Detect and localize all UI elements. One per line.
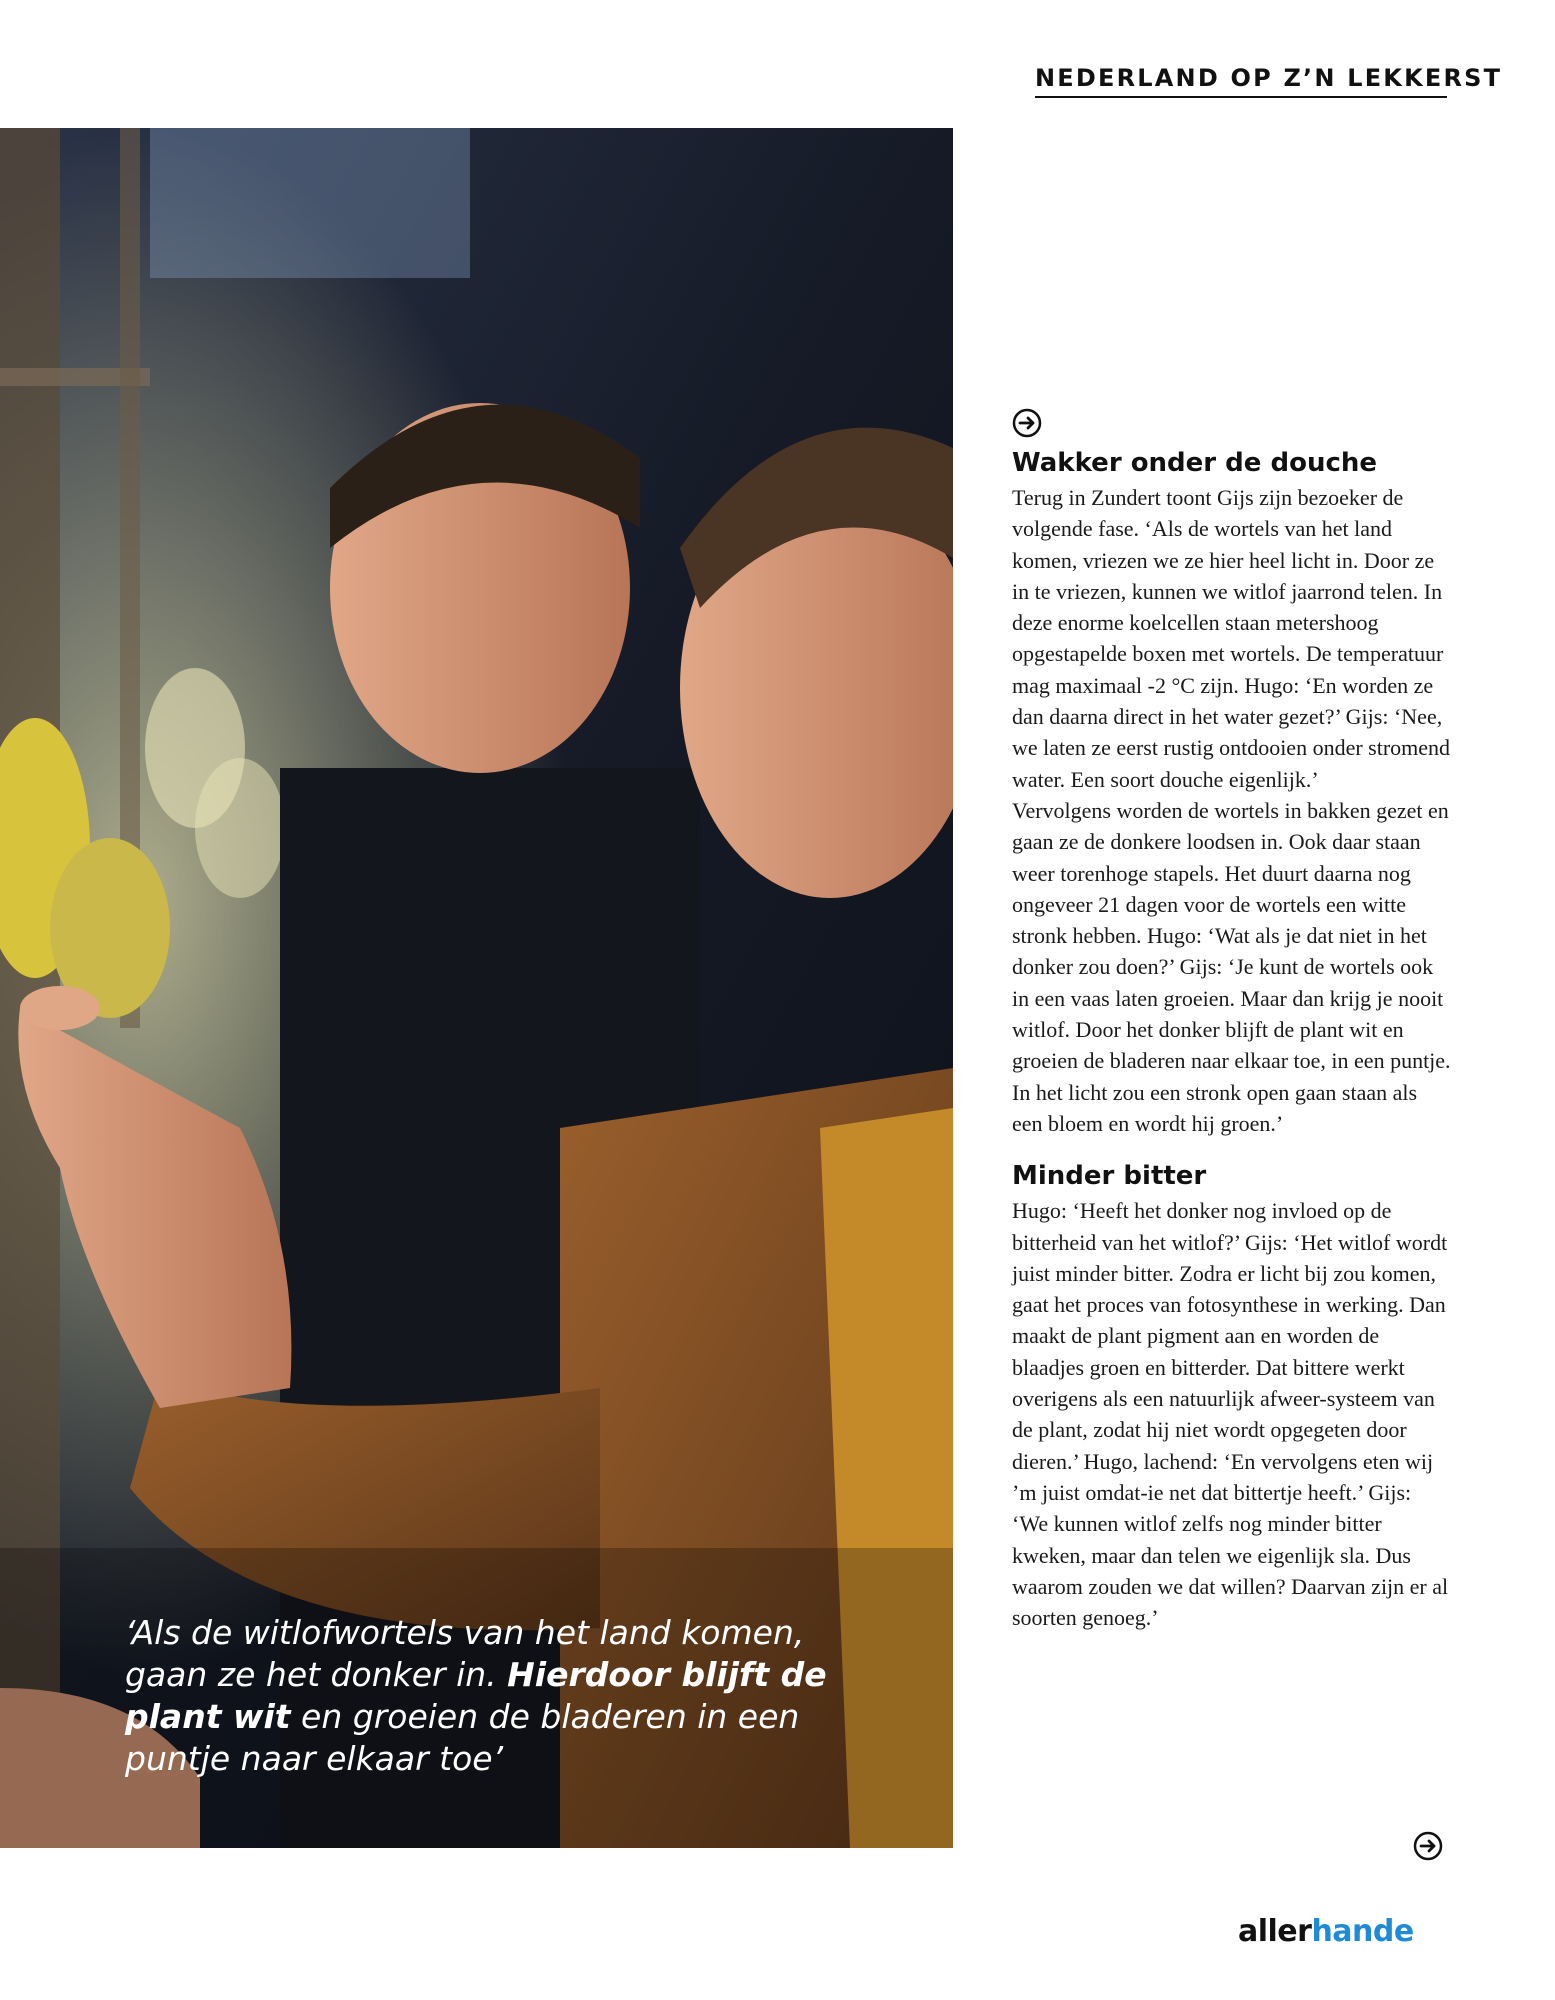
pull-quote-bold: Hierdoor blijft de plant wit: [125, 1655, 827, 1736]
article-photo: [0, 128, 953, 1848]
arrow-right-circle-icon: [1413, 1831, 1443, 1861]
pull-quote-part2: en groeien de bladeren in een puntje naar elkaar toe’: [125, 1697, 800, 1778]
pull-quote: [125, 1612, 885, 1780]
brand-logo: [1238, 1914, 1414, 1949]
section-header: NEDERLAND OP Z’N LEKKERST: [1035, 64, 1447, 98]
photo-illustration: [0, 128, 953, 1848]
section-heading-douche: Wakker onder de douche: [1012, 448, 1378, 478]
brand-logo-part2: hande: [1311, 1914, 1414, 1949]
paragraph: Terug in Zundert toont Gijs zijn bezoeker de volgende fase. ‘Als de wortels van het land komen, vriezen we ze hier heel licht in. Door ze in te vriezen, kunnen we witlof jaarrond telen. In deze enorme koelcellen staan metershoog opgestapelde boxen met wortels. De temperatuur mag maximaal -2 °C zijn. Hugo: ‘En worden ze dan daarna direct in het water gezet?’ Gijs: ‘Nee, we laten ze eerst rustig ontdooien onder stromend water. Een soort douche eigenlijk.’: [1012, 485, 1451, 792]
pull-quote-part1: ‘Als de witlofwortels van het land komen, gaan ze het donker in.: [125, 1613, 805, 1694]
section-minder-bitter: [1012, 1159, 1452, 1633]
section-heading-bitter: Minder bitter: [1012, 1161, 1207, 1192]
arrow-right-circle-icon: [1012, 408, 1042, 438]
paragraph: Vervolgens worden de wortels in bakken gezet en gaan ze de donkere loodsen in. Ook daar staan weer torenhoge stapels. Het duurt daarna nog ongeveer 21 dagen voor de wortels een witte stronk hebben. Hugo: ‘Wat als je dat niet in het donker zou doen?’ Gijs: ‘Je kunt de wortels ook in een vaas laten groeien. Maar dan krijg je nooit witlof. Door het donker blijft de plant wit en groeien de bladeren naar elkaar toe, in een puntje. In het licht zou een stronk open gaan staan als een bloem en wordt hij groen.’: [1012, 797, 1451, 1136]
paragraph: Hugo: ‘Heeft het donker nog invloed op de bitterheid van het witlof?’ Gijs: ‘Het witlof wordt juist minder bitter. Zodra er licht bij zou komen, gaat het proces van fotosynthese in werking. Dan maakt de plant pigment aan en worden de blaadjes groen en bitterder. Dat bittere werkt overigens als een natuurlijk afweer-systeem van de plant, zodat hij niet wordt opgegeten door dieren.’ Hugo, lachend: ‘En vervolgens eten wij ’m juist omdat-ie net dat bittertje heeft.’ Gijs: ‘We kunnen witlof zelfs nog minder bitter kweken, maar dan telen we eigenlijk sla. Dus waarom zouden we dat willen? Daarvan zijn er al soorten genoeg.’: [1012, 1198, 1449, 1631]
article-column: [1012, 408, 1452, 1633]
brand-logo-part1: aller: [1238, 1914, 1312, 1949]
